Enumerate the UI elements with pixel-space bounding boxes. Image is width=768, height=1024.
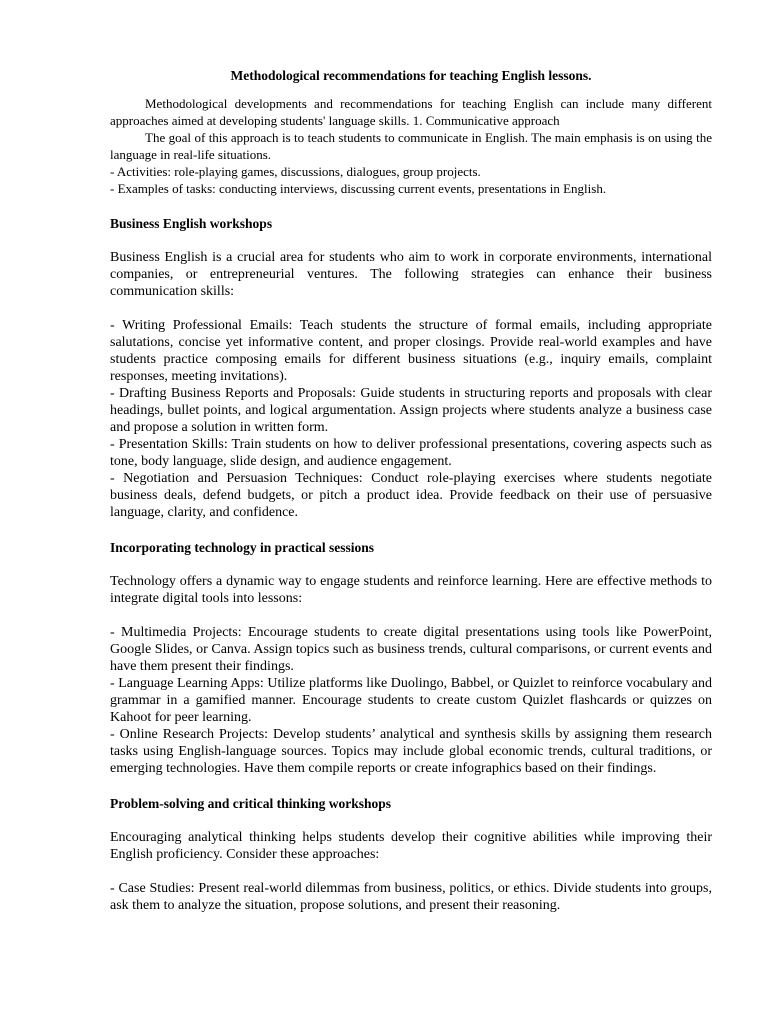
list-item: - Writing Professional Emails: Teach students the structure of formal emails, including appropriate salutations, concise yet informative content, and proper closings. Provide real-world examples and have students practice composing emails for different business situations (e.g., inquiry emails, complaint responses, meeting invitations). [110,318,712,384]
list-item: - Negotiation and Persuasion Techniques: Conduct role-playing exercises where students negotiate business deals, defend budgets, or pitch a product idea. Provide feedback on their use of persuasive language, clarity, and confidence. [110,471,712,520]
intro-paragraph: The goal of this approach is to teach students to communicate in English. The main emphasis is on using the language in real-life situations. [110,130,712,162]
intro-list [110,163,712,197]
document-body [110,67,712,914]
section-heading-business-english: Business English workshops [110,216,273,231]
section-list [110,317,712,521]
section-list [110,880,712,914]
list-item: - Presentation Skills: Train students on how to deliver professional presentations, covering aspects such as tone, body language, slide design, and audience engagement. [110,437,712,469]
section-intro: Encouraging analytical thinking helps students develop their cognitive abilities while improving their English proficiency. Consider these approaches: [110,830,712,862]
document-title: Methodological recommendations for teaching English lessons. [230,68,592,83]
list-item: - Online Research Projects: Develop students’ analytical and synthesis skills by assigning them research tasks using English-language sources. Topics may include global economic trends, cultural traditions, or emerging technologies. Have them compile reports or create infographics based on their findings. [110,727,712,776]
list-item: - Drafting Business Reports and Proposals: Guide students in structuring reports and proposals with clear headings, bullet points, and logical argumentation. Assign projects where students analyze a business case and propose a solution in written form. [110,386,712,435]
list-item: - Case Studies: Present real-world dilemmas from business, politics, or ethics. Divide students into groups, ask them to analyze the situation, propose solutions, and present their reasoning. [110,881,712,913]
section-heading-problem-solving: Problem-solving and critical thinking workshops [110,796,392,811]
section-intro: Business English is a crucial area for students who aim to work in corporate environments, international companies, or entrepreneurial ventures. The following strategies can enhance their business communication skills: [110,250,712,299]
section-intro: Technology offers a dynamic way to engage students and reinforce learning. Here are effective methods to integrate digital tools into lessons: [110,574,712,606]
list-item: - Examples of tasks: conducting interviews, discussing current events, presentations in English. [110,181,607,196]
section-list [110,624,712,777]
list-item: - Activities: role-playing games, discussions, dialogues, group projects. [110,164,481,179]
intro-paragraph: Methodological developments and recommendations for teaching English can include many different approaches aimed at developing students' language skills. 1. Communicative approach [110,96,712,128]
section-heading-technology: Incorporating technology in practical sessions [110,540,375,555]
list-item: - Multimedia Projects: Encourage students to create digital presentations using tools like PowerPoint, Google Slides, or Canva. Assign topics such as business trends, cultural comparisons, or current events and have them present their findings. [110,625,712,674]
list-item: - Language Learning Apps: Utilize platforms like Duolingo, Babbel, or Quizlet to reinforce vocabulary and grammar in a gamified manner. Encourage students to create custom Quizlet flashcards or quizzes on Kahoot for peer learning. [110,676,712,725]
